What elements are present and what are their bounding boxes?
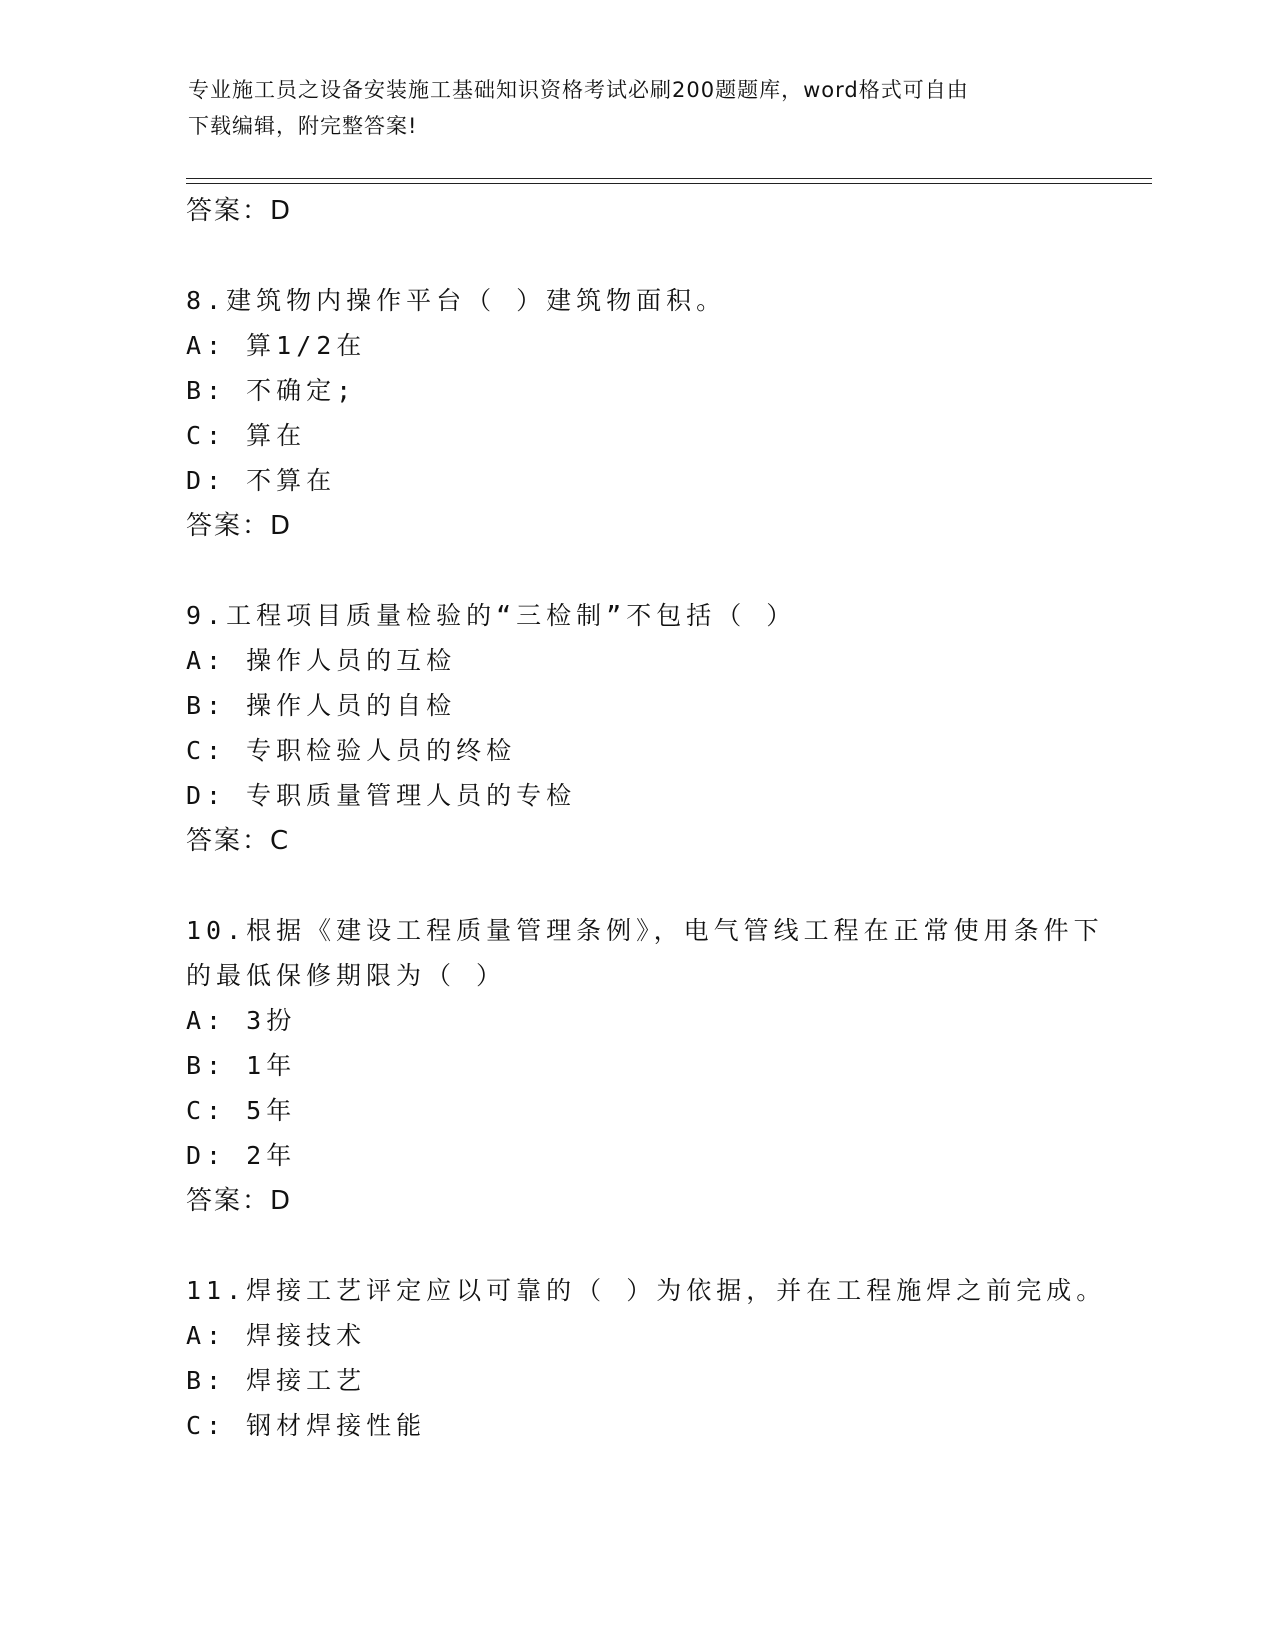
option-a: A: 算1/2在 xyxy=(186,331,367,360)
question-block-8 xyxy=(186,278,1146,549)
header-line-1: 专业施工员之设备安装施工基础知识资格考试必刷200题题库，word格式可自由 xyxy=(188,78,969,102)
question-text-line-1: 10.根据《建设工程质量管理条例》，电气管线工程在正常使用条件下 xyxy=(186,916,1104,945)
question-text: 8.建筑物内操作平台（ ）建筑物面积。 xyxy=(186,286,727,315)
question-block-9 xyxy=(186,593,1146,864)
option-a: A: 3扮 xyxy=(186,1006,297,1035)
document-header xyxy=(188,72,1068,144)
question-text: 9.工程项目质量检验的“三检制”不包括（ ） xyxy=(186,601,797,630)
option-d: D: 不算在 xyxy=(186,466,337,495)
question-text: 11.焊接工艺评定应以可靠的（ ）为依据，并在工程施焊之前完成。 xyxy=(186,1276,1107,1305)
question-block-10 xyxy=(186,908,1146,1224)
option-a: A: 操作人员的互检 xyxy=(186,646,457,675)
option-b: B: 不确定; xyxy=(186,376,357,405)
option-c: C: 5年 xyxy=(186,1096,297,1125)
option-c: C: 专职检验人员的终检 xyxy=(186,736,517,765)
option-b: B: 操作人员的自检 xyxy=(186,691,457,720)
option-d: D: 专职质量管理人员的专检 xyxy=(186,781,577,810)
option-d: D: 2年 xyxy=(186,1141,297,1170)
option-a: A: 焊接技术 xyxy=(186,1321,367,1350)
answer-line: 答案：C xyxy=(186,826,291,856)
header-divider-top xyxy=(186,178,1152,179)
answer-line: 答案：D xyxy=(186,196,293,226)
question-block-11 xyxy=(186,1268,1146,1448)
question-text-line-2: 的最低保修期限为（ ） xyxy=(186,961,507,990)
option-c: C: 钢材焊接性能 xyxy=(186,1411,427,1440)
header-line-2: 下载编辑，附完整答案! xyxy=(188,114,418,138)
option-c: C: 算在 xyxy=(186,421,307,450)
document-body xyxy=(186,188,1146,1448)
answer-line: 答案：D xyxy=(186,511,293,541)
header-divider-bottom xyxy=(186,183,1152,184)
answer-line: 答案：D xyxy=(186,1186,293,1216)
option-b: B: 1年 xyxy=(186,1051,297,1080)
option-b: B: 焊接工艺 xyxy=(186,1366,367,1395)
